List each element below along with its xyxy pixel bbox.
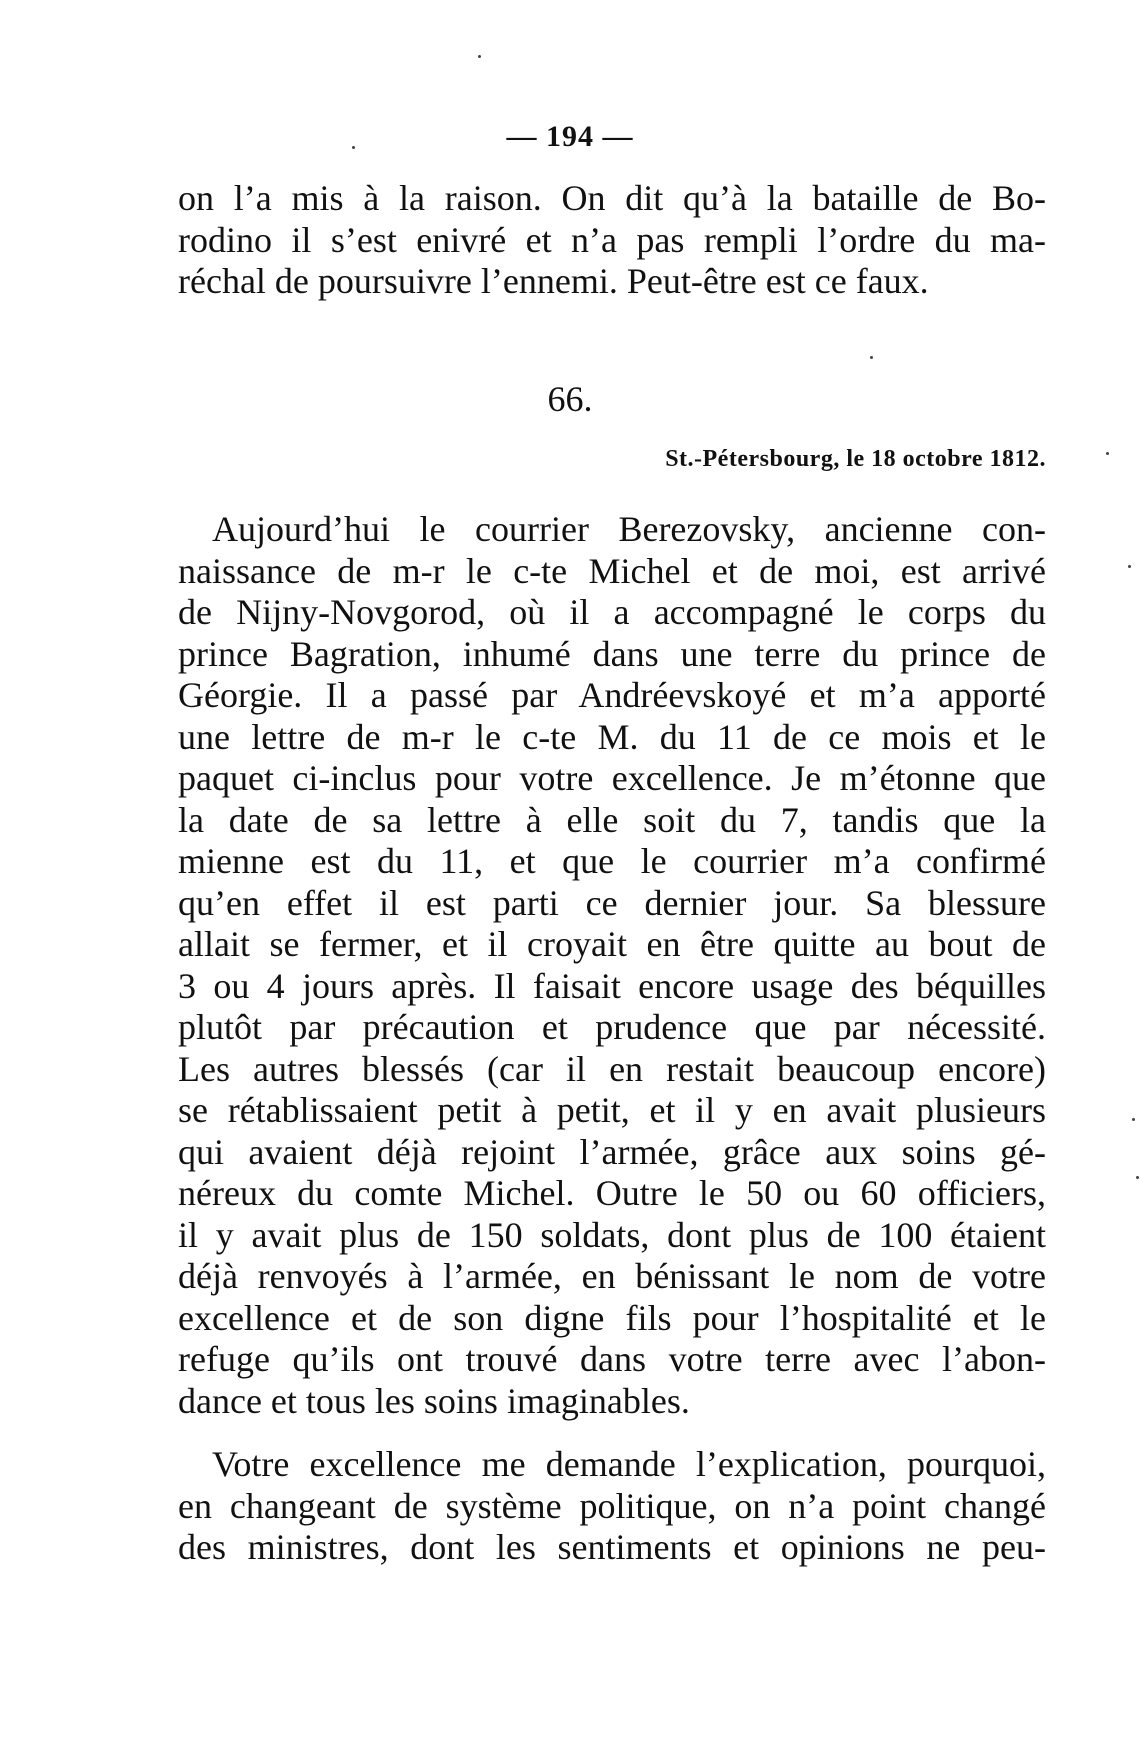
text-line: il y avait plus de 150 soldats, dont plus de 100 étaient <box>178 1214 1046 1255</box>
text-line: dance et tous les soins imaginables. <box>178 1380 690 1421</box>
scan-speck <box>1106 452 1109 455</box>
text-line: excellence et de son digne fils pour l’hospitalité et le <box>178 1297 1046 1338</box>
text-line: Aujourd’hui le courrier Berezovsky, ancienne con- <box>212 509 1046 549</box>
scan-speck <box>1136 1176 1139 1179</box>
letter-number: 66. <box>547 379 593 419</box>
text-line: naissance de m-r le c-te Michel et de moi, est arrivé <box>178 550 1046 591</box>
text-line: de Nijny-Novgorod, où il a accompagné le corps du <box>178 592 1046 632</box>
text-line: en changeant de système politique, on n’a point changé <box>178 1485 1046 1526</box>
text-line: réchal de poursuivre l’ennemi. Peut-être est ce faux. <box>178 261 929 301</box>
text-line: une lettre de m-r le c-te M. du 11 de ce mois et le <box>178 716 1046 757</box>
text-line: Les autres blessés (car il en restait beaucoup encore) <box>178 1048 1046 1089</box>
letter-paragraph-2 <box>178 1444 1046 1569</box>
text-line: se rétablissaient petit à petit, et il y en avait plusieurs <box>178 1090 1046 1130</box>
text-line: néreux du comte Michel. Outre le 50 ou 60 officiers, <box>178 1173 1046 1213</box>
letter-dateline: St.-Pétersbourg, le 18 octobre 1812. <box>665 446 1046 472</box>
text-line: prince Bagration, inhumé dans une terre du prince de <box>178 633 1046 674</box>
text-line: déjà renvoyés à l’armée, en bénissant le nom de votre <box>178 1256 1046 1296</box>
text-line: paquet ci-inclus pour votre excellence. Je m’étonne que <box>178 758 1046 798</box>
text-line: mienne est du 11, et que le courrier m’a confirmé <box>178 841 1046 881</box>
text-line: rodino il s’est enivré et n’a pas rempli l’ordre du ma- <box>178 219 1046 260</box>
text-line: Votre excellence me demande l’explication, pourquoi, <box>212 1444 1046 1484</box>
page-number-header: — 194 — <box>506 120 634 153</box>
text-line: refuge qu’ils ont trouvé dans votre terre avec l’abon- <box>178 1339 1046 1379</box>
text-line: qu’en effet il est parti ce dernier jour. Sa blessure <box>178 882 1046 923</box>
text-line: la date de sa lettre à elle soit du 7, tandis que la <box>178 799 1046 840</box>
text-line: Géorgie. Il a passé par Andréevskoyé et m’a apporté <box>178 675 1046 715</box>
scan-speck <box>478 55 481 58</box>
text-line: plutôt par précaution et prudence que par nécessité. <box>178 1007 1046 1047</box>
text-line: on l’a mis à la raison. On dit qu’à la bataille de Bo- <box>178 178 1046 218</box>
text-line: qui avaient déjà rejoint l’armée, grâce aux soins gé- <box>178 1131 1046 1172</box>
letter-paragraph-1 <box>178 509 1046 1422</box>
intro-paragraph <box>178 178 1046 303</box>
scan-speck <box>352 146 355 149</box>
scan-speck <box>1128 565 1131 568</box>
scan-speck <box>1132 1118 1135 1121</box>
text-line: des ministres, dont les sentiments et opinions ne peu- <box>178 1527 1046 1567</box>
scan-speck <box>870 356 873 359</box>
text-line: 3 ou 4 jours après. Il faisait encore usage des béquilles <box>178 965 1046 1006</box>
text-line: allait se fermer, et il croyait en être quitte au bout de <box>178 924 1046 964</box>
